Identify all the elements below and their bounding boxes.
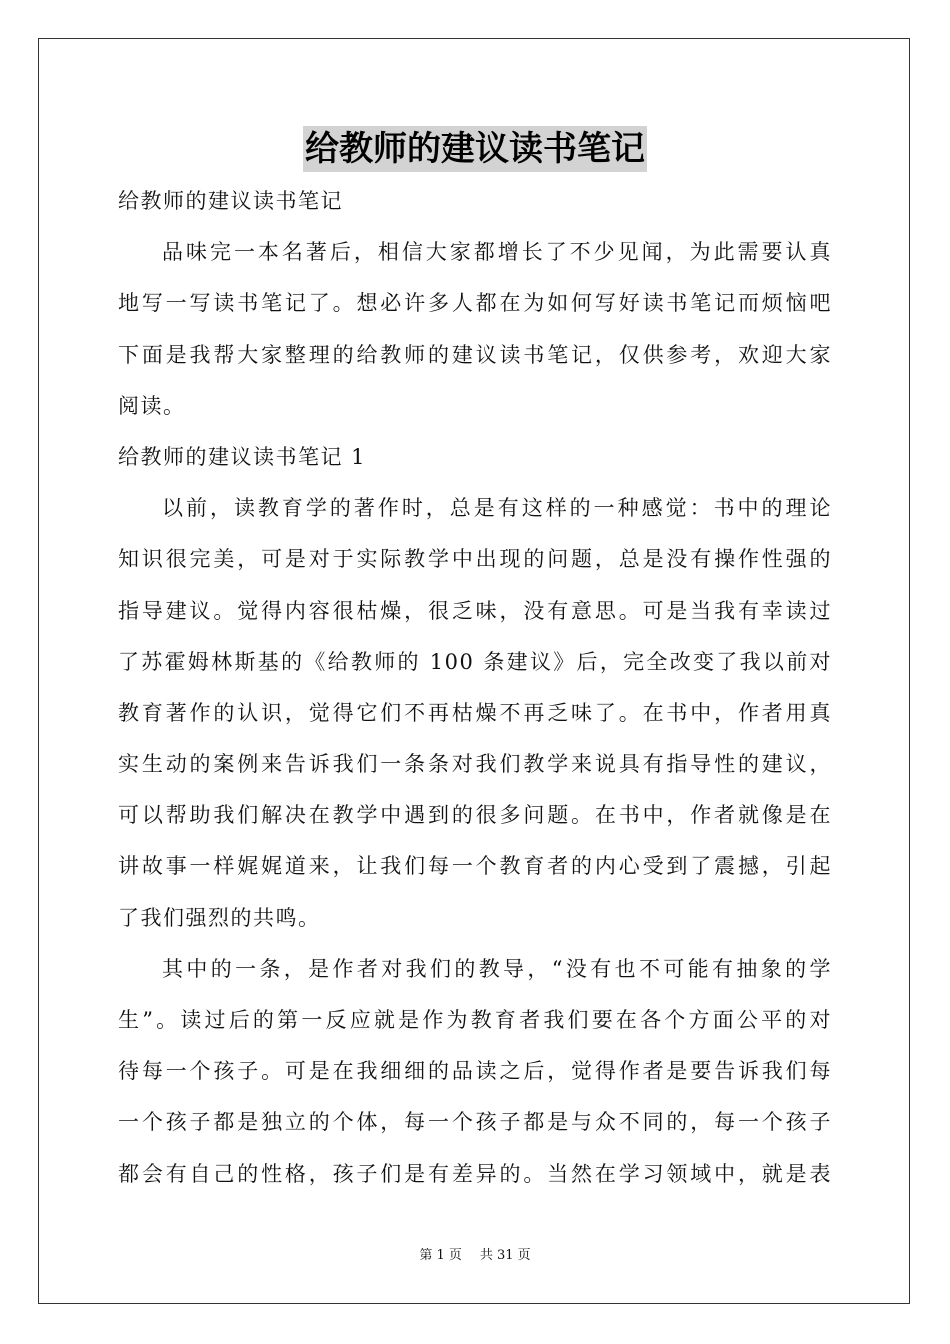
page-number: 第 1 页 xyxy=(419,1248,462,1263)
text-line: 都会有自己的性格，孩子们是有差异的。当然在学习领域中，就是表 xyxy=(118,1161,832,1186)
text-line: 知识很完美，可是对于实际教学中出现的问题，总是没有操作性强的 xyxy=(118,547,832,572)
text-line: 阅读。 xyxy=(118,393,186,418)
text-line: 以前，读教育学的著作时，总是有这样的一种感觉：书中的理论 xyxy=(162,496,832,521)
text-line: 实生动的案例来告诉我们一条条对我们教学来说具有指导性的建议， xyxy=(118,752,832,777)
text-line: 一个孩子都是独立的个体，每一个孩子都是与众不同的，每一个孩子 xyxy=(118,1110,832,1135)
text-line: 可以帮助我们解决在教学中遇到的很多问题。在书中，作者就像是在 xyxy=(118,803,832,828)
text-line: 指导建议。觉得内容很枯燥，很乏味，没有意思。可是当我有幸读过 xyxy=(118,598,832,623)
text-line: 待每一个孩子。可是在我细细的品读之后，觉得作者是要告诉我们每 xyxy=(118,1059,832,1084)
text-line: 给教师的建议读书笔记 1 xyxy=(118,444,367,469)
text-line: 品味完一本名著后，相信大家都增长了不少见闻，为此需要认真 xyxy=(162,240,832,265)
text-line: 地写一写读书笔记了。想必许多人都在为如何写好读书笔记而烦恼吧 xyxy=(118,291,832,316)
text-line: 给教师的建议读书笔记 xyxy=(118,189,343,213)
text-line: 了苏霍姆林斯基的《给教师的 100 条建议》后，完全改变了我以前对 xyxy=(118,649,832,674)
text-line: 生”。读过后的第一反应就是作为教育者我们要在各个方面公平的对 xyxy=(118,1008,832,1032)
title-container xyxy=(0,126,950,172)
text-line: 了我们强烈的共鸣。 xyxy=(118,905,321,930)
text-line: 下面是我帮大家整理的给教师的建议读书笔记，仅供参考，欢迎大家 xyxy=(118,342,832,367)
text-line: 其中的一条，是作者对我们的教导，“没有也不可能有抽象的学 xyxy=(162,956,832,981)
page-footer xyxy=(0,1244,950,1263)
document-title: 给教师的建议读书笔记 xyxy=(303,126,647,172)
text-line: 教育著作的认识，觉得它们不再枯燥不再乏味了。在书中，作者用真 xyxy=(118,700,832,725)
page-total: 共 31 页 xyxy=(479,1248,531,1263)
document-body xyxy=(118,176,832,1200)
text-line: 讲故事一样娓娓道来，让我们每一个教育者的内心受到了震撼，引起 xyxy=(118,854,832,879)
